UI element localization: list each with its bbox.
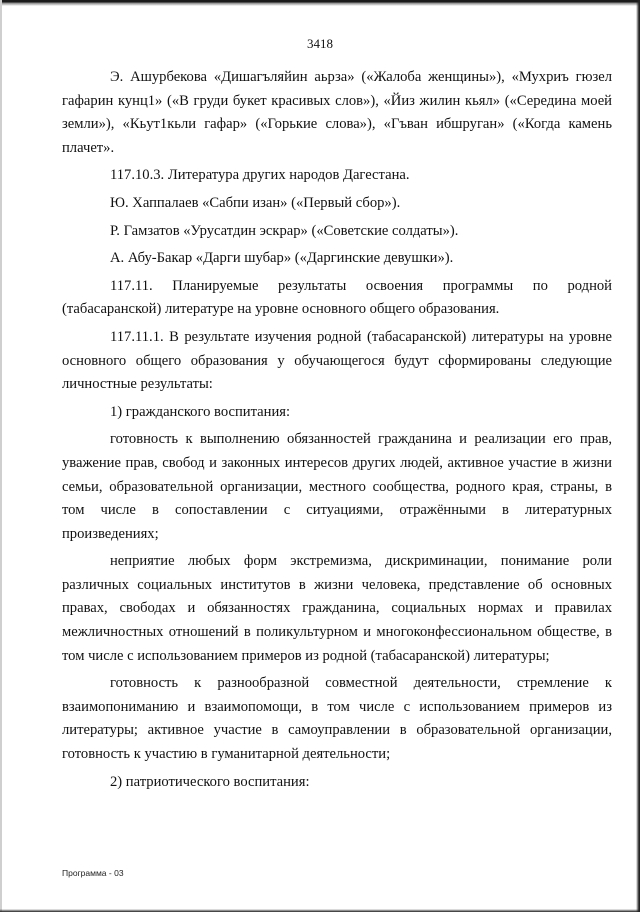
paragraph-section-117-10-3: 117.10.3. Литература других народов Дагестана. bbox=[110, 167, 410, 184]
paragraph-non-extremism: неприятие любых форм экстремизма, дискриминации, понимание роли различных социальных институтов в жизни человека, представление об основных правах, свободах и обязанностях гражданина, социальных нормах и правилах межличностных отношений в поликультурном и многоконфессиональном обществе, в том числе с использованием примеров из родной (табасаранской) литературы; bbox=[62, 553, 612, 664]
footer-program-label: Программа - 03 bbox=[62, 868, 124, 878]
paragraph-section-117-11-1: 117.11.1. В результате изучения родной (табасаранской) литературы на уровне основного общего образования у обучающегося будут сформированы следующие личностные результаты: bbox=[62, 328, 612, 393]
paragraph-gamzatov: Р. Гамзатов «Урусатдин эскрар» («Советские солдаты»). bbox=[110, 222, 459, 239]
paragraph-section-117-11: 117.11. Планируемые результаты освоения программы по родной (табасаранской) литературе на уровне основного общего образования. bbox=[62, 277, 612, 318]
paragraph-ashurbekova-works: Э. Ашурбекова «Дишагъляйин аьрза» («Жалоба женщины»), «Мухриъ гюзел гафарин кунц1» («В груди букет красивых слов»), «Йиз жилин кьял» («Середина моей земли»), «Кьут1кьли гафар» («Горькие слова»), «Гъван ибшруган» («Когда камень плачет». bbox=[62, 69, 612, 156]
paragraph-khappalaev: Ю. Хаппалаев «Сабпи изан» («Первый сбор»). bbox=[110, 194, 401, 211]
page-number: 3418 bbox=[307, 36, 333, 51]
scan-edge-left bbox=[0, 0, 2, 912]
paragraph-abu-bakar: А. Абу-Бакар «Дарги шубар» («Даргинские девушки»). bbox=[110, 250, 454, 267]
paragraph-civic-education-heading: 1) гражданского воспитания: bbox=[110, 403, 291, 420]
paragraph-joint-activity: готовность к разнообразной совместной деятельности, стремление к взаимопониманию и взаимопомощи, в том числе с использованием примеров из литературы; активное участие в самоуправлении в образовательной организации, готовность к участию в гуманитарной деятельности; bbox=[62, 675, 612, 763]
scan-edge-right bbox=[636, 0, 640, 912]
paragraph-patriotic-education-heading: 2) патриотического воспитания: bbox=[110, 773, 310, 790]
scan-edge-top bbox=[0, 0, 640, 6]
document-body bbox=[62, 66, 612, 794]
paragraph-civic-readiness: готовность к выполнению обязанностей гражданина и реализации его прав, уважение прав, свобод и законных интересов других людей, активное участие в жизни семьи, образовательной организации, местного сообщества, родного края, страны, в том числе в сопоставлении с ситуациями, отражёнными в литературных произведениях; bbox=[62, 431, 612, 542]
